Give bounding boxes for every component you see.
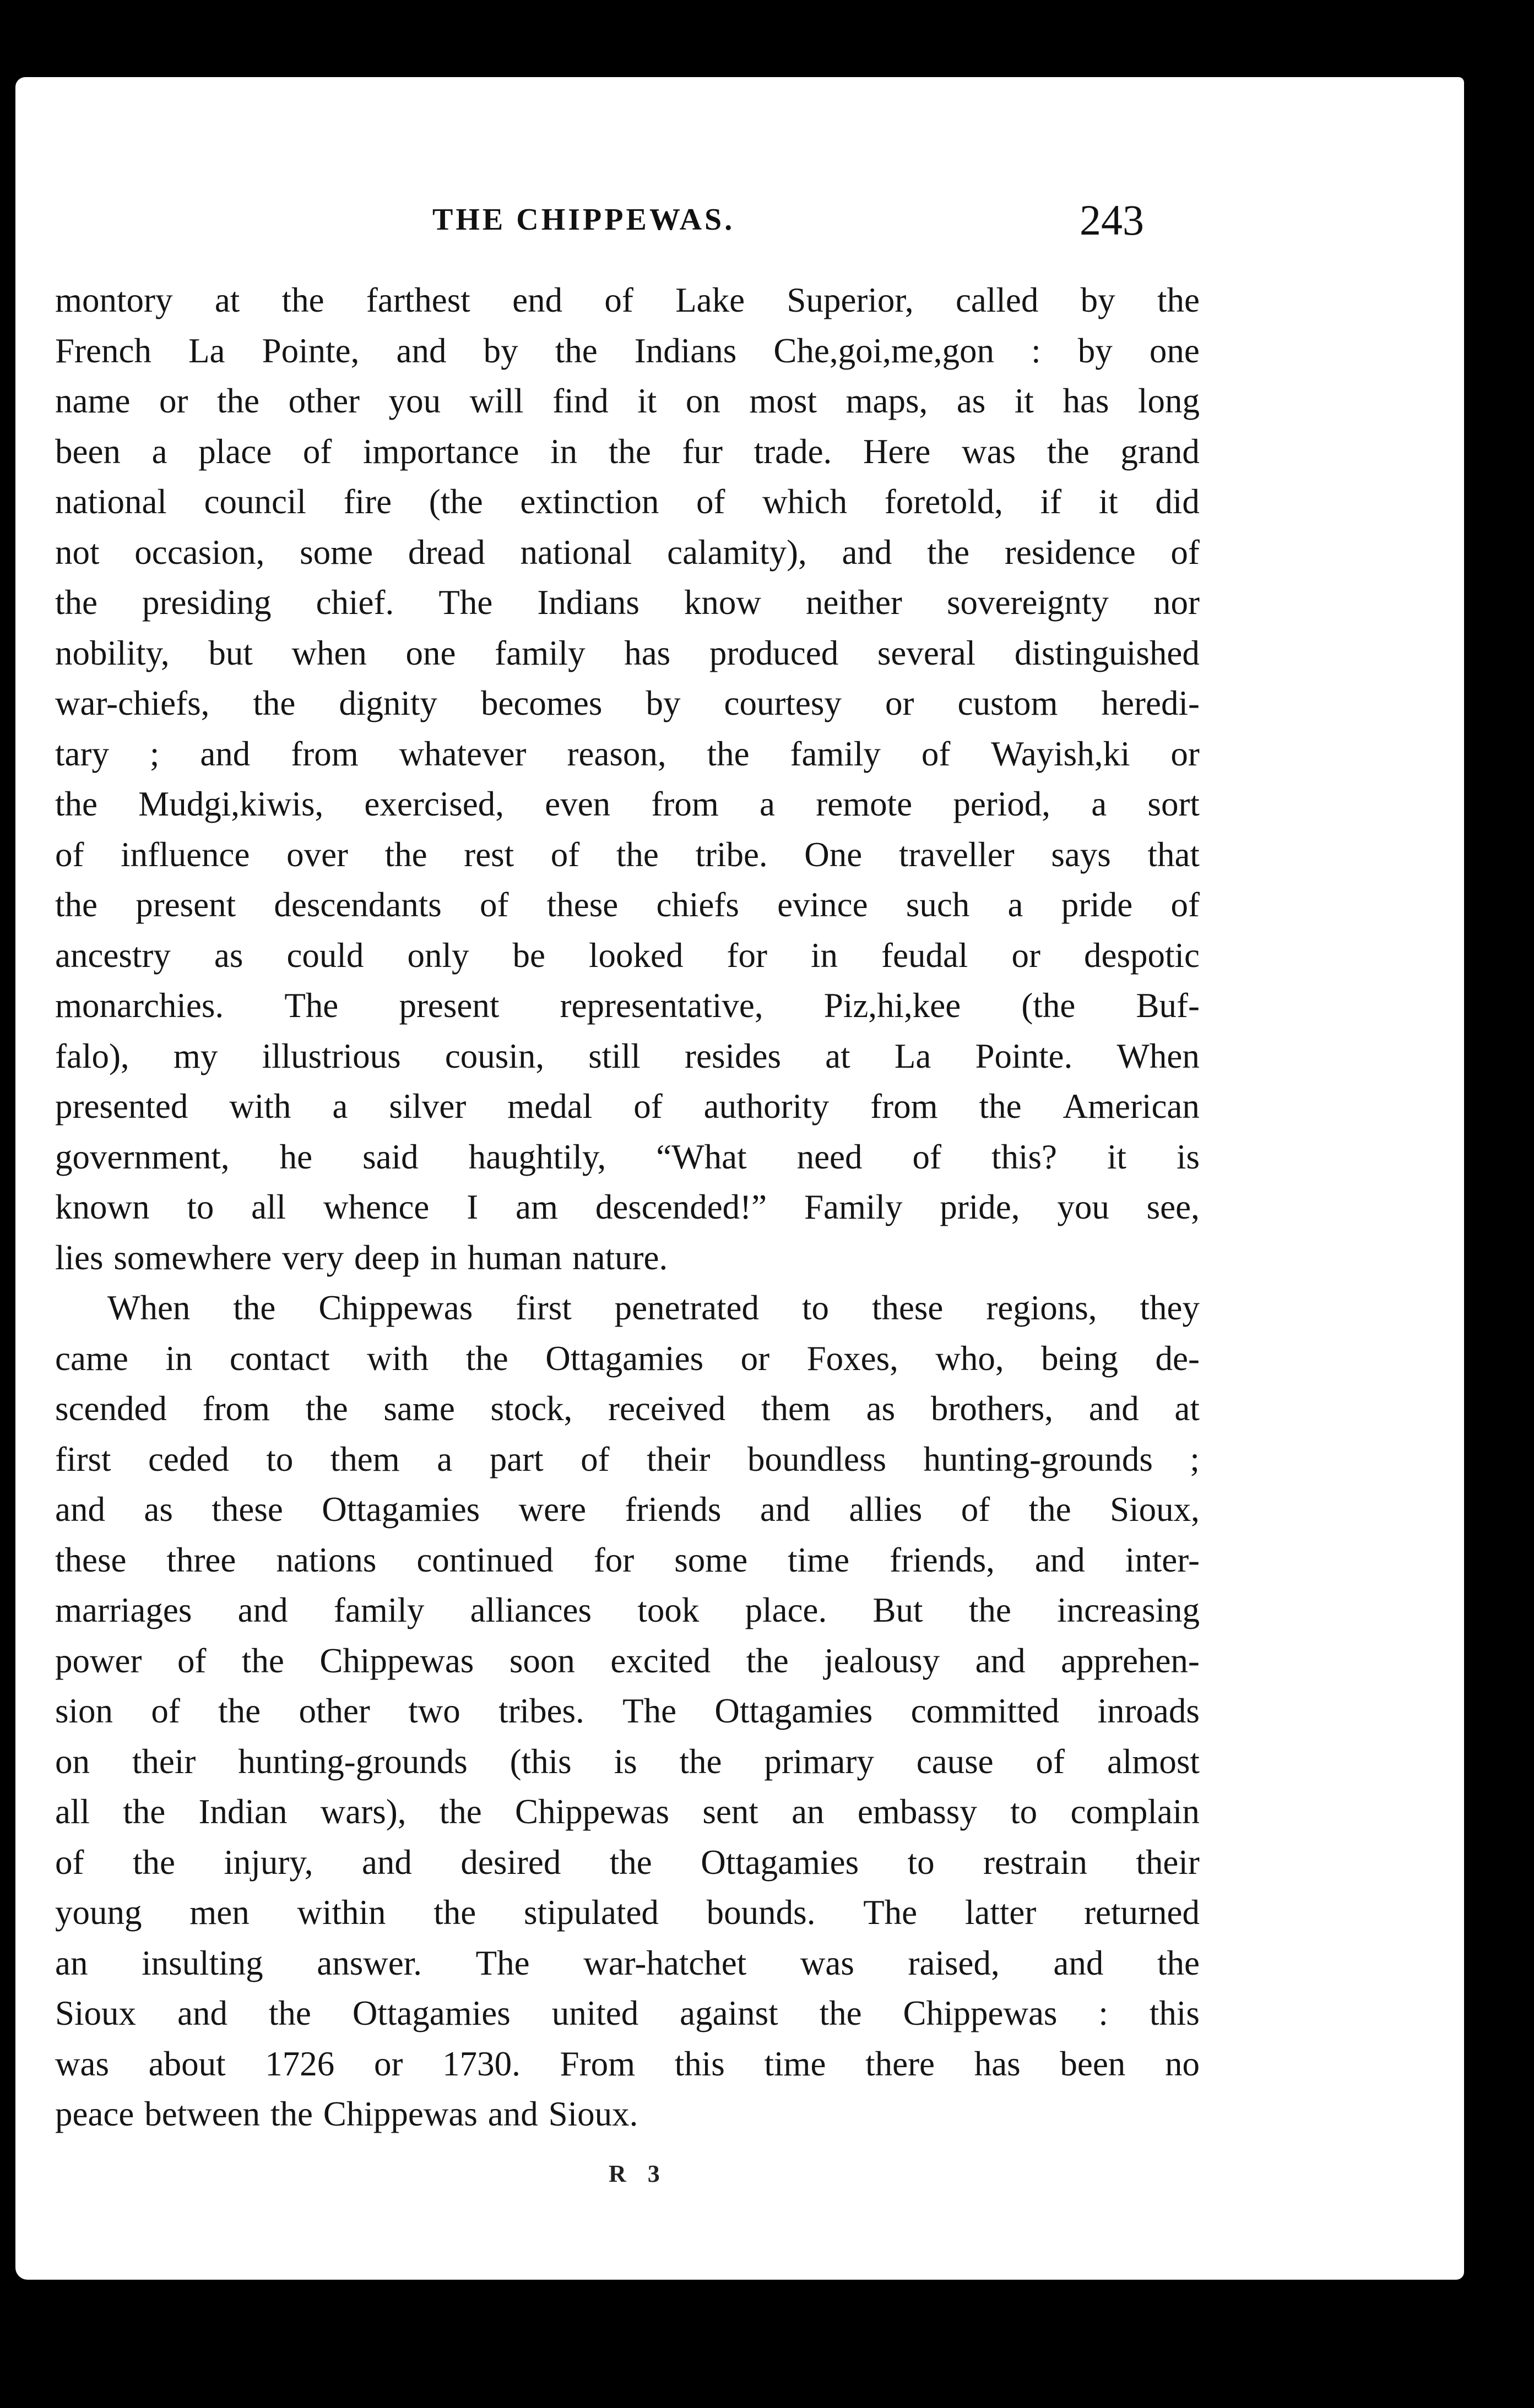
text-line: Sioux and the Ottagamies united against the Chippewas : this (55, 1994, 1200, 2032)
text-line: French La Pointe, and by the Indians Che,goi,me,gon : by one (55, 331, 1200, 370)
signature-mark: R 3 (609, 2160, 668, 2187)
text-line: falo), my illustrious cousin, still resides at La Pointe. When (55, 1036, 1200, 1075)
page-number: 243 (1080, 196, 1144, 244)
paragraph (55, 275, 1200, 1283)
body-text (55, 275, 1200, 2140)
text-line: not occasion, some dread national calamity), and the residence of (55, 532, 1200, 572)
text-line: montory at the farthest end of Lake Superior, called by the (55, 281, 1200, 319)
text-line: government, he said haughtily, “What need of this? it is (55, 1137, 1200, 1176)
text-line: of the injury, and desired the Ottagamies to restrain their (55, 1842, 1200, 1882)
text-line: the presiding chief. The Indians know neither sovereignty nor (55, 583, 1200, 622)
text-line: of influence over the rest of the tribe. One traveller says that (55, 835, 1200, 874)
text-line: When the Chippewas first penetrated to these regions, they (107, 1289, 1200, 1327)
text-line: name or the other you will find it on most maps, as it has long (55, 382, 1200, 420)
page-header (0, 195, 1534, 251)
text-line: an insulting answer. The war-hatchet was raised, and the (55, 1943, 1200, 1982)
text-line: was about 1726 or 1730. From this time there has been no (55, 2044, 1200, 2083)
text-line: ancestry as could only be looked for in feudal or despotic (55, 936, 1200, 975)
text-line: war-chiefs, the dignity becomes by courtesy or custom heredi- (55, 684, 1200, 722)
text-line: nobility, but when one family has produced several distinguished (55, 633, 1200, 672)
text-line: all the Indian wars), the Chippewas sent an embassy to complain (55, 1792, 1200, 1831)
text-line: known to all whence I am descended!” Family pride, you see, (55, 1188, 1200, 1226)
text-line: the Mudgi,kiwis, exercised, even from a remote period, a sort (55, 785, 1200, 823)
text-line: presented with a silver medal of authority from the American (55, 1087, 1200, 1126)
paragraph (55, 1283, 1200, 2140)
text-line: the present descendants of these chiefs evince such a pride of (55, 885, 1200, 924)
text-line: these three nations continued for some time friends, and inter- (55, 1540, 1200, 1579)
text-line: first ceded to them a part of their boundless hunting-grounds ; (55, 1439, 1200, 1478)
text-line: tary ; and from whatever reason, the family of Wayish,ki or (55, 734, 1200, 773)
text-line: young men within the stipulated bounds. The latter returned (55, 1893, 1200, 1932)
text-line: monarchies. The present representative, Piz,hi,kee (the Buf- (55, 986, 1200, 1025)
text-line: been a place of importance in the fur trade. Here was the grand (55, 432, 1200, 471)
text-line: peace between the Chippewas and Sioux. (55, 2095, 638, 2133)
text-line: came in contact with the Ottagamies or Foxes, who, being de- (55, 1339, 1200, 1378)
text-line: marriages and family alliances took place. But the increasing (55, 1591, 1200, 1629)
text-line: on their hunting-grounds (this is the primary cause of almost (55, 1742, 1200, 1781)
text-line: and as these Ottagamies were friends and allies of the Sioux, (55, 1490, 1200, 1529)
text-line: scended from the same stock, received them as brothers, and at (55, 1389, 1200, 1428)
text-line: power of the Chippewas soon excited the jealousy and apprehen- (55, 1641, 1200, 1680)
text-line: national council fire (the extinction of which foretold, if it did (55, 482, 1200, 521)
text-line: lies somewhere very deep in human nature. (55, 1238, 668, 1277)
running-title: THE CHIPPEWAS. (432, 203, 735, 237)
text-line: sion of the other two tribes. The Ottagamies committed inroads (55, 1692, 1200, 1730)
